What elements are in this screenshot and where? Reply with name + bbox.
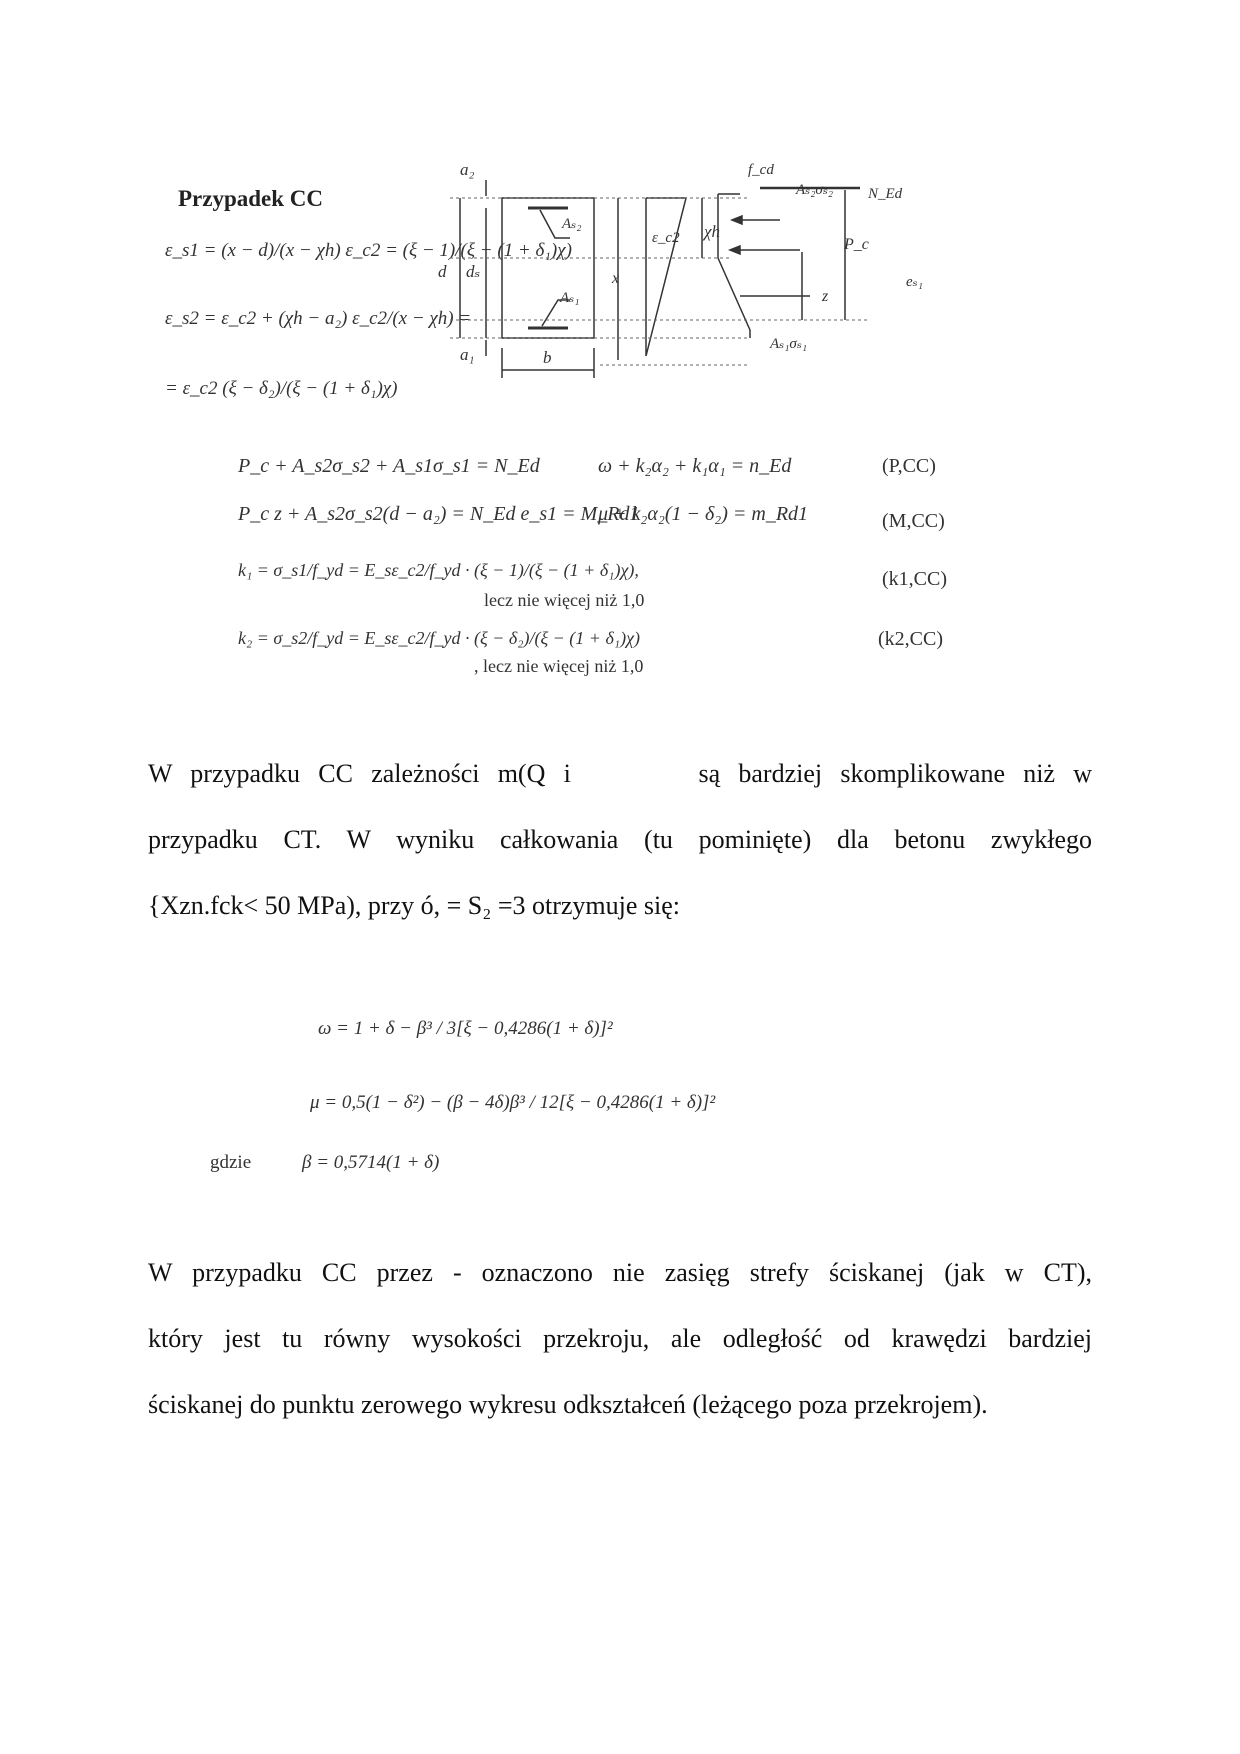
equation-row-left: k₂ = σ_s2/f_yd = E_sε_c2/f_yd · (ξ − δ₂)/(ξ − (1 + δ₁)χ): [238, 628, 640, 648]
label-fcd: f_cd: [748, 162, 774, 178]
label-Pc: P_c: [844, 236, 869, 253]
equation-eps-s2-line2: = ε_c2 (ξ − δ₂)/(ξ − (1 + δ₁)χ): [165, 378, 398, 399]
gdzie-label: gdzie: [210, 1152, 252, 1173]
paragraph-line: W przypadku CC przez - oznaczono nie zasięg strefy ściskanej (jak w CT),: [148, 1258, 1092, 1287]
label-chi-h: χh: [704, 222, 720, 241]
formula-omega: ω = 1 + δ − β³ / 3[ξ − 0,4286(1 + δ)]²: [318, 1018, 613, 1039]
equation-eps-s2-line1: ε_s2 = ε_c2 + (χh − a₂) ε_c2/(x − χh) =: [165, 308, 472, 329]
paragraph-line: przypadku CT. W wyniku całkowania (tu pominięte) dla betonu zwykłego: [148, 825, 1092, 854]
equation-row-mid: ω + k₂α₂ + k₁α₁ = n_Ed: [598, 455, 792, 477]
paragraph-line: ściskanej do punktu zerowego wykresu odkształceń (leżącego poza przekrojem).: [148, 1390, 988, 1419]
equation-row-mid: lecz nie więcej niż 1,0: [484, 590, 645, 610]
equation-row-left: P_c + A_s2σ_s2 + A_s1σ_s1 = N_Ed: [238, 455, 540, 477]
paragraph-line: który jest tu równy wysokości przekroju, ale odległość od krawędzi bardziej: [148, 1324, 1092, 1353]
section-title: Przypadek CC: [178, 186, 324, 211]
label-a2: a₂: [460, 160, 475, 179]
equation-eps-s1: ε_s1 = (x − d)/(x − χh) ε_c2 = (ξ − 1)/(ξ − (1 + δ₁)χ): [165, 240, 572, 261]
paragraph-2: [148, 1240, 1092, 1438]
label-eps-c2: ε_c2: [652, 230, 680, 246]
equation-tag: (P,CC): [882, 455, 936, 477]
label-b: b: [543, 348, 552, 367]
label-x: x: [612, 270, 620, 287]
paragraph-1: [148, 741, 1092, 939]
label-As1: Aₛ₁: [560, 290, 580, 306]
paragraph-line: {Xzn.fck< 50 MPa), przy ó, = S₂ =3 otrzymuje się:: [148, 891, 680, 920]
label-As2: Aₛ₂: [562, 216, 582, 232]
label-As2-sigma: Aₛ₂σₛ₂: [796, 182, 834, 198]
equation-tag: (k2,CC): [878, 628, 943, 650]
label-d: d: [438, 262, 447, 281]
label-NEd: N_Ed: [868, 186, 903, 202]
equation-row-mid: μ + k₂α₂(1 − δ₂) = m_Rd1: [598, 503, 809, 525]
equation-row-left: P_c z + A_s2σ_s2(d − a₂) = N_Ed e_s1 = M_Rd1: [238, 503, 640, 525]
formula-mu: μ = 0,5(1 − δ²) − (β − 4δ)β³ / 12[ξ − 0,4286(1 + δ)]²: [310, 1092, 716, 1113]
paragraph-line: W przypadku CC zależności m(Q i są bardziej skomplikowane niż w: [148, 759, 1092, 788]
label-z: z: [822, 288, 829, 305]
label-ds: dₛ: [466, 262, 481, 281]
equation-row-mid: , lecz nie więcej niż 1,0: [474, 656, 644, 676]
equation-row-left: k₁ = σ_s1/f_yd = E_sε_c2/f_yd · (ξ − 1)/(ξ − (1 + δ₁)χ),: [238, 560, 639, 580]
formula-beta: β = 0,5714(1 + δ): [302, 1152, 440, 1173]
label-As1-sigma: Aₛ₁σₛ₁: [770, 336, 808, 352]
label-a1: a₁: [460, 345, 475, 364]
label-es1: eₛ₁: [906, 274, 923, 290]
equation-tag: (M,CC): [882, 510, 945, 532]
equation-tag: (k1,CC): [882, 568, 947, 590]
cross-section-diagram: [450, 160, 930, 390]
